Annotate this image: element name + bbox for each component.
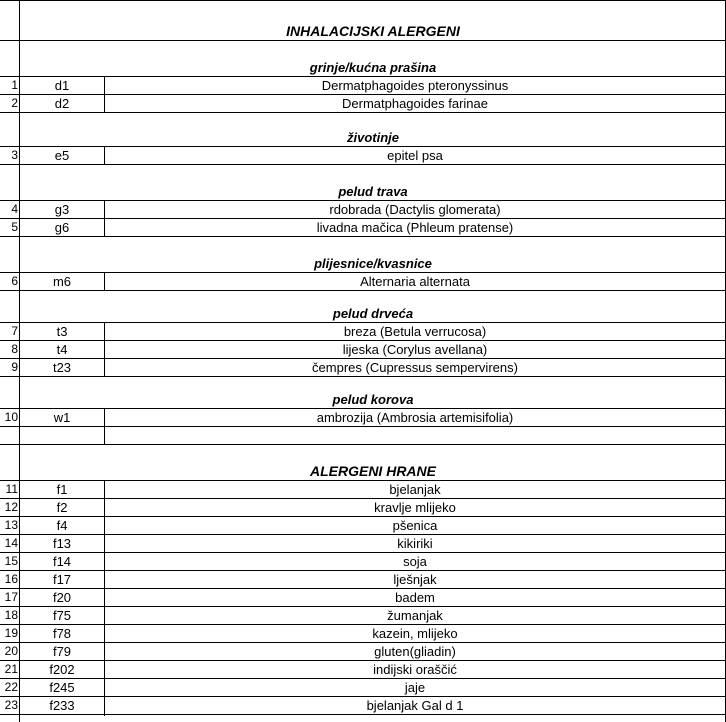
table-row[interactable] [0,498,726,516]
allergen-code: w1 [53,409,71,425]
section-heading-row[interactable] [0,304,726,322]
grid-line [0,408,726,409]
grid-line [0,112,726,113]
table-row[interactable] [0,200,726,218]
blank-row[interactable] [0,376,726,390]
grid-line [0,358,726,359]
row-number: 6 [11,274,18,288]
row-number: 7 [11,324,18,338]
allergen-name: čempres (Cupressus sempervirens) [312,359,518,375]
grid-line [0,76,726,77]
grid-line [0,272,726,273]
row-number: 23 [4,698,18,712]
row-number: 21 [4,662,18,676]
allergen-code: f1 [56,481,68,497]
food-section-title: ALERGENI HRANE [309,463,436,479]
grid-line [0,624,726,625]
table-row[interactable] [0,426,726,444]
grid-line [0,322,726,323]
grid-line [0,678,726,679]
grid-line [104,76,105,112]
section-heading-row[interactable] [0,254,726,272]
grid-line [0,588,726,589]
allergen-name: Dermatphagoides pteronyssinus [321,77,509,93]
section-heading-row[interactable] [0,58,726,76]
blank-row[interactable] [0,290,726,304]
table-row[interactable] [0,358,726,376]
table-row[interactable] [0,588,726,606]
row-number: 11 [5,482,18,496]
grid-line [0,534,726,535]
food-title-row[interactable] [0,462,726,480]
title-row[interactable] [0,20,726,40]
grid-line [0,146,726,147]
grid-line [19,0,20,722]
grid-line [0,376,726,377]
allergen-name: kikiriki [397,535,433,551]
allergen-name: gluten(gliadin) [374,643,456,659]
row-number: 22 [4,680,18,694]
row-number: 17 [4,590,18,604]
allergen-code: f14 [52,553,72,569]
row-number: 4 [11,202,18,216]
allergen-code: f202 [49,661,75,677]
row-number: 10 [4,410,18,424]
allergen-code: f2 [56,499,68,515]
allergen-code: f245 [49,679,75,695]
section-heading: životinje [346,130,399,145]
allergen-name: Dermatphagoides farinae [342,95,488,111]
grid-line [0,660,726,661]
blank-row[interactable] [0,164,726,182]
row-number: 19 [4,626,18,640]
section-heading: grinje/kućna prašina [309,60,437,75]
grid-line [104,480,105,716]
grid-line [104,272,105,290]
table-row[interactable] [0,552,726,570]
row-number: 2 [11,96,18,110]
page-title: INHALACIJSKI ALERGENI [286,23,460,39]
row-number: 5 [11,220,18,234]
allergen-code: m6 [52,273,72,289]
allergen-code: f13 [52,535,72,551]
table-row[interactable] [0,218,726,236]
grid-line [0,714,726,715]
table-row[interactable] [0,606,726,624]
table-row[interactable] [0,76,726,94]
allergen-name: soja [403,553,427,569]
row-number: 16 [4,572,18,586]
table-row[interactable] [0,516,726,534]
allergen-name: lijeska (Corylus avellana) [342,341,488,357]
table-row[interactable] [0,94,726,112]
grid-line [0,570,726,571]
blank-row[interactable] [0,0,726,20]
allergen-code: f17 [52,571,72,587]
grid-line [0,200,726,201]
row-number: 13 [4,518,18,532]
grid-line [0,642,726,643]
table-row[interactable] [0,272,726,290]
row-number: 18 [4,608,18,622]
allergen-code: d2 [54,95,70,111]
section-heading: pelud drveća [332,306,414,321]
row-number: 12 [4,500,18,514]
grid-line [0,236,726,237]
allergen-code: f78 [52,625,72,641]
allergen-name: indijski oraščić [373,661,457,677]
grid-line [104,200,105,236]
row-number: 3 [11,148,18,162]
table-row[interactable] [0,660,726,678]
grid-line [0,498,726,499]
grid-line [0,40,726,41]
allergen-name: badem [395,589,435,605]
allergen-name: jaje [404,679,426,695]
row-number: 8 [11,342,18,356]
table-row[interactable] [0,408,726,426]
grid-line [104,322,105,376]
grid-line [0,218,726,219]
allergen-name: epitel psa [387,147,443,163]
blank-row[interactable] [0,40,726,58]
grid-line [0,480,726,481]
row-number: 9 [11,360,18,374]
table-row[interactable] [0,340,726,358]
grid-line [104,146,105,164]
row-number: 14 [4,536,18,550]
allergen-name: žumanjak [387,607,443,623]
section-heading-row[interactable] [0,390,726,408]
grid-line [0,340,726,341]
allergen-code: t23 [52,359,72,375]
grid-line [0,94,726,95]
table-row[interactable] [0,696,726,714]
blank-row[interactable] [0,444,726,462]
row-number: 15 [4,554,18,568]
allergen-name: bjelanjak Gal d 1 [366,697,464,713]
grid-line [0,290,726,291]
grid-line [0,426,726,427]
allergen-name: pšenica [392,517,438,533]
grid-line [104,408,105,444]
row-number: 1 [11,78,18,92]
table-row[interactable] [0,534,726,552]
allergen-name: breza (Betula verrucosa) [343,323,487,339]
table-row[interactable] [0,678,726,696]
section-heading-row[interactable] [0,128,726,146]
grid-line [0,444,726,445]
table-row[interactable] [0,146,726,164]
allergen-code: f20 [52,589,72,605]
blank-row[interactable] [0,236,726,254]
allergen-code: g6 [54,219,70,235]
grid-line [0,164,726,165]
allergen-code: d1 [54,77,70,93]
grid-line [0,552,726,553]
section-heading: plijesnice/kvasnice [314,256,432,271]
section-heading-row[interactable] [0,182,726,200]
grid-line [0,516,726,517]
allergen-name: rdobrada (Dactylis glomerata) [329,201,501,217]
table-row[interactable] [0,322,726,340]
table-row[interactable] [0,642,726,660]
allergen-code: f4 [56,517,68,533]
allergen-code: f233 [49,697,75,713]
allergen-code: t3 [56,323,68,339]
section-heading: pelud trava [338,184,408,199]
grid-line [0,0,726,1]
section-heading: pelud korova [332,392,414,407]
allergen-name: bjelanjak [389,481,441,497]
allergen-code: f79 [52,643,72,659]
allergen-name: kravlje mlijeko [374,499,456,515]
blank-row[interactable] [0,112,726,128]
allergen-name: Alternaria alternata [360,273,470,289]
table-row[interactable] [0,624,726,642]
allergen-code: g3 [54,201,70,217]
allergen-code: e5 [54,147,70,163]
row-number: 20 [4,644,18,658]
table-row[interactable] [0,480,726,498]
allergen-name: kazein, mlijeko [372,625,458,641]
allergen-name: lješnjak [393,571,437,587]
grid-line [0,606,726,607]
allergen-code: t4 [56,341,68,357]
allergen-code: f75 [52,607,72,623]
allergen-name: livadna mačica (Phleum pratense) [316,219,514,235]
allergen-name: ambrozija (Ambrosia artemisifolia) [316,409,514,425]
grid-line [0,696,726,697]
table-row[interactable] [0,570,726,588]
